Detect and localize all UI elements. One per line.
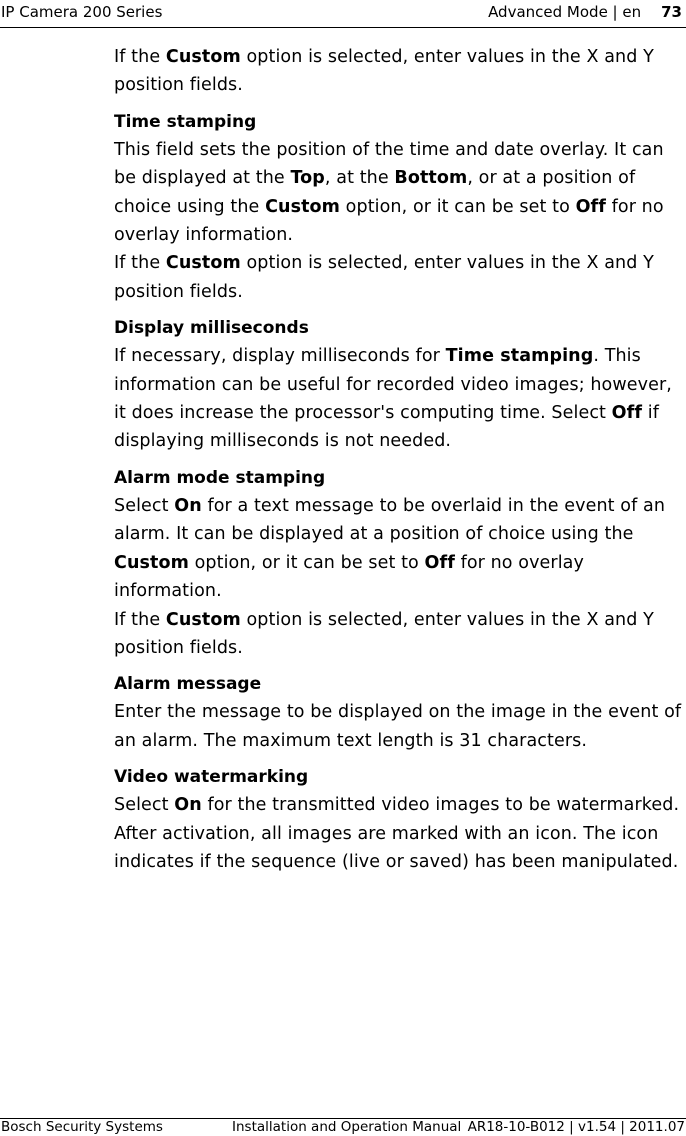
bold-term: Custom [165,609,241,630]
text: option, or it can be set to [188,552,425,573]
heading-alarm-message: Alarm message [114,674,262,695]
text: . This information can be useful for recorded video images; however, it does increase the processor's computing time. Select [114,346,672,424]
page-body [114,43,684,876]
display-milliseconds-paragraph [114,342,684,456]
bold-term: Time stamping [445,346,594,367]
alarm-mode-custom-paragraph [114,606,684,663]
time-stamping-paragraph [114,136,684,250]
text: for the transmitted video images to be watermarked. After activation, all images are marked with an icon. The icon indicates if the sequence (live or saved) has been manipulated. [114,795,680,872]
bold-term: Custom [265,196,341,217]
footer-doc-id: AR18-10-B012 | v1.54 | 2011.07 [467,1119,685,1135]
heading-video-watermarking: Video watermarking [114,767,309,788]
text: option, or it can be set to [340,196,576,217]
bold-term: Off [424,552,455,573]
text: This field sets the position of the time and date overlay. It can be displayed at the [114,139,664,189]
heading-display-milliseconds: Display milliseconds [114,318,309,339]
bold-term: Custom [165,47,241,67]
alarm-message-paragraph: Enter the message to be displayed on the image in the event of an alarm. The maximum text length is 31 characters. [114,702,682,751]
bold-term: Custom [114,552,189,573]
text: for no overlay information. [114,552,584,602]
text: If necessary, display milliseconds for [114,346,446,367]
header-right [488,3,682,21]
text: If the [114,609,166,630]
text: option is selected, enter values in the X and Y position fields. [114,609,654,658]
text: , at the [324,168,395,189]
heading-time-stamping: Time stamping [114,111,257,132]
text: if displaying milliseconds is not needed. [114,403,659,452]
bold-term: On [174,495,202,516]
bold-term: Custom [165,253,241,274]
header-title: IP Camera 200 Series [1,3,163,21]
custom-position-paragraph [114,43,684,100]
bold-term: Top [290,168,325,189]
time-stamping-custom-paragraph [114,249,684,306]
bold-term: Off [611,403,643,424]
video-watermarking-paragraph [114,791,684,876]
bold-term: Off [575,196,606,217]
alarm-mode-paragraph [114,492,684,606]
header-section: Advanced Mode | en [488,3,642,21]
text: for a text message to be overlaid in the event of an alarm. It can be displayed at a position of choice using the [114,495,666,545]
text: If the [114,253,166,274]
text: , or at a position of choice using the [114,168,636,217]
text: Select [114,795,175,816]
text: If the [114,47,166,67]
bold-term: Bottom [394,168,468,189]
header-rule [0,27,686,28]
text: option is selected, enter values in the X and Y position fields. [114,47,654,96]
text: for no overlay information. [114,196,664,246]
page-number: 73 [661,3,682,21]
text: option is selected, enter values in the X and Y position fields. [114,253,654,302]
footer-manual: Installation and Operation Manual [232,1119,462,1135]
text: Select [114,495,175,516]
footer-company: Bosch Security Systems [1,1119,163,1135]
bold-term: On [174,795,202,816]
heading-alarm-mode-stamping: Alarm mode stamping [114,467,326,488]
